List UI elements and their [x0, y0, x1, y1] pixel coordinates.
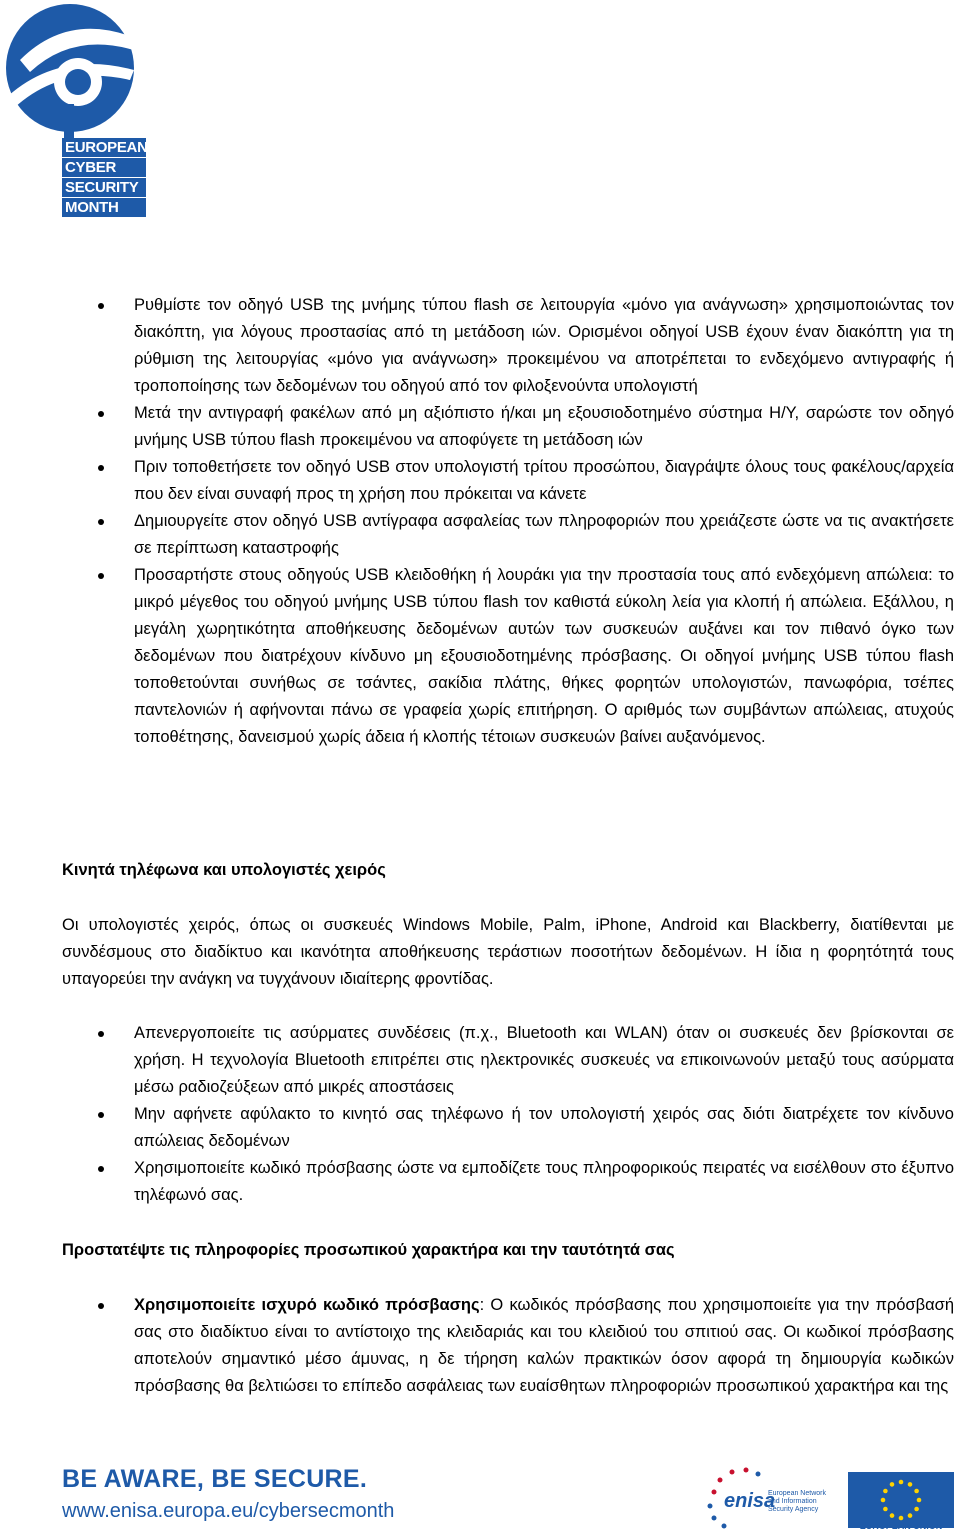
list-item-text: Ρυθμίστε τον οδηγό USB της μνήμης τύπου flash σε λειτουργία «μόνο για ανάγνωση» χρησιμοποιώντας τον διακόπτη, για λόγους προστασίας από τη μετάδοση ιών. Ορισμένοι οδηγοί USB έχουν έναν διακόπτη για τη ρύθμιση της λειτουργίας «μόνο για ανάγνωση» προκειμένου να αποτρέπεται το ενδεχόμενο αντιγραφής ή τροποποίησης των δεδομένων του οδηγού από τον φιλοξενούντα υπολογιστή [134, 296, 954, 395]
bullet-icon [98, 573, 104, 579]
list-item [62, 1292, 954, 1400]
identity-tips-section [62, 1292, 954, 1400]
list-item-text: Απενεργοποιείτε τις ασύρματες συνδέσεις (π.χ., Bluetooth και WLAN) όταν οι συσκευές δεν βρίσκονται σε χρήση. Η τεχνολογία Bluetooth επιτρέπει στις ηλεκτρονικές συσκευές να επικοινωνούν μεταξύ τους ασύρματα μέσω ραδιοζεύξεων από μικρές αποστάσεις [134, 1024, 954, 1096]
list-item-text: Μην αφήνετε αφύλακτο το κινητό σας τηλέφωνο ή τον υπολογιστή χειρός σας διότι διατρέχετε τον κίνδυνο απώλειας δεδομένων [134, 1105, 954, 1150]
logo-line-4: MONTH [62, 198, 146, 217]
list-item-bold-text: Χρησιμοποιείτε ισχυρό κωδικό πρόσβασης [134, 1296, 480, 1314]
bullet-icon [98, 411, 104, 417]
bullet-icon [98, 519, 104, 525]
list-item [62, 1101, 954, 1155]
list-item [62, 1020, 954, 1101]
bullet-icon [98, 1031, 104, 1037]
mobile-section-paragraph: Οι υπολογιστές χειρός, όπως οι συσκευές Windows Mobile, Palm, iPhone, Android και Blackberry, διατίθενται με συνδέσμους στο διαδίκτυο και ικανότητα αποθήκευσης τεράστιων ποσοτήτων δεδομένων. Η ίδια η φορητότητά τους υπαγορεύει την ανάγκη να τυγχάνουν ιδιαίτερης φροντίδας. [62, 916, 954, 988]
list-item-text: Δημιουργείτε στον οδηγό USB αντίγραφα ασφαλείας των πληροφοριών που χρειάζεστε ώστε να τις ανακτήσετε σε περίπτωση καταστροφής [134, 512, 954, 557]
usb-tips-list [62, 292, 954, 751]
list-item [62, 400, 954, 454]
eu-label: EUROPEAN UNION [859, 1521, 943, 1531]
logo-line-1: EUROPEAN [62, 138, 146, 157]
logo-line-2: CYBER [62, 158, 146, 177]
enisa-wordmark: enisa [724, 1490, 776, 1512]
footer-slogan: BE AWARE, BE SECURE. [62, 1465, 368, 1493]
list-item [62, 454, 954, 508]
enisa-subtitle: European Network and Information Security Agency [768, 1490, 826, 1513]
logo-line-3: SECURITY [62, 178, 146, 197]
logo-keyhole [65, 69, 91, 95]
identity-tips-list [62, 1292, 954, 1400]
bullet-icon [98, 465, 104, 471]
list-item-text: : Ο κωδικός πρόσβασης που χρησιμοποιείτε για την πρόσβασή σας στο διαδίκτυο είναι το αντίστοιχο της κλειδαριάς και του κλειδιού του σπιτιού σας. Οι κωδικοί πρόσβασης αποτελούν σημαντικό μέσο άμυνας, η δε τήρηση καλών πρακτικών όσον αφορά τη δημιουργία κωδικών πρόσβασης θα βελτιώσει το επίπεδο ασφάλειας των ευαίσθητων πληροφοριών προσωπικού χαρακτήρα και της [134, 1296, 954, 1395]
list-item-text: Μετά την αντιγραφή φακέλων από μη αξιόπιστο ή/και μη εξουσιοδοτημένο σύστημα Η/Υ, σαρώστε τον οδηγό μνήμης USB τύπου flash προκειμένου να αποφύγετε τη μετάδοση ιών [134, 404, 954, 449]
bullet-icon [98, 1303, 104, 1309]
list-item-text: Χρησιμοποιείτε κωδικό πρόσβασης ώστε να εμποδίζετε τους πληροφορικούς πειρατές να εισέλθουν στο έξυπνο τηλέφωνό σας. [134, 1159, 954, 1204]
list-item [62, 562, 954, 751]
list-item-text: Πριν τοποθετήσετε τον οδηγό USB στον υπολογιστή τρίτου προσώπου, διαγράψτε όλους τους φακέλους/αρχεία που δεν είναι συναφή προς τη χρήση που πρόκειται να κάνετε [134, 458, 954, 503]
list-item [62, 292, 954, 400]
bullet-icon [98, 303, 104, 309]
mobile-tips-list [62, 1020, 954, 1209]
logo-stem [64, 104, 74, 138]
mobile-tips-section [62, 1020, 954, 1209]
footer-url-link[interactable]: www.enisa.europa.eu/cybersecmonth [62, 1500, 395, 1522]
bullet-icon [98, 1112, 104, 1118]
list-item [62, 508, 954, 562]
usb-tips-section [62, 292, 954, 751]
logo-text [62, 138, 146, 218]
bullet-icon [98, 1166, 104, 1172]
mobile-section-heading: Κινητά τηλέφωνα και υπολογιστές χειρός [62, 861, 386, 879]
list-item-text: Προσαρτήστε στους οδηγούς USB κλειδοθήκη ή λουράκι για την προστασία τους από ενδεχόμενη απώλεια: το μικρό μέγεθος του οδηγού μνήμης USB τύπου flash τον καθιστά εύκολη λεία για κλοπή ή απώλεια. Εξάλλου, η μεγάλη χωρητικότητα αποθήκευσης δεδομένων αυτών των συσκευών αυξάνει και τον πιθανό όγκο των δεδομένων που διατρέχουν κίνδυνο μη εξουσιοδοτημένης πρόσβασης. Οι οδηγοί μνήμης USB τύπου flash τοποθετούνται συνήθως σε τσάντες, σακίδια πλάτης, θήκες φορητών υπολογιστών, πανωφόρια, τσέπες παντελονιών ή αφήνονται πάνω σε γραφεία χωρίς επιτήρηση. Ο αριθμός των συμβάντων απώλειας, ατυχούς τοποθέτησης, δανεισμού χωρίς άδεια ή κλοπής τέτοιων συσκευών βαίνει αυξανόμενος. [134, 566, 954, 746]
list-item [62, 1155, 954, 1209]
identity-section-heading: Προστατέψτε τις πληροφορίες προσωπικού χαρακτήρα και την ταυτότητά σας [62, 1241, 675, 1259]
